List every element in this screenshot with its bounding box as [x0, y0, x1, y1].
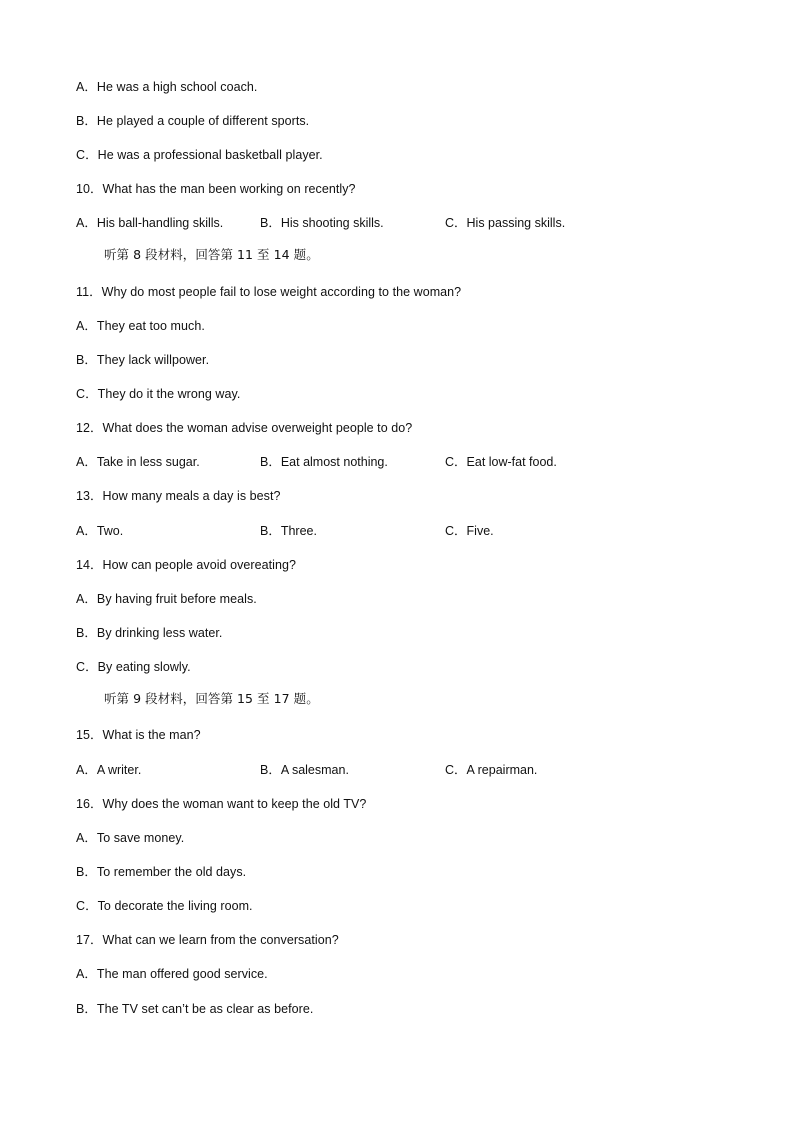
- q15-options: [76, 762, 716, 778]
- q15-option-b: B．A salesman.: [260, 763, 349, 777]
- q11-option-b: B．They lack willpower.: [76, 353, 210, 367]
- q16-option-b: B．To remember the old days.: [76, 865, 247, 879]
- q15-option-a: A．A writer.: [76, 763, 142, 777]
- q16-question: 16．Why does the woman want to keep the old TV?: [76, 797, 367, 811]
- q12-option-b: B．Eat almost nothing.: [260, 455, 388, 469]
- q12-option-c: C．Eat low-fat food.: [445, 455, 557, 469]
- q14-option-b: B．By drinking less water.: [76, 626, 223, 640]
- q11-option-a: A．They eat too much.: [76, 319, 205, 333]
- q15-option-c: C．A repairman.: [445, 763, 538, 777]
- q14-option-c: C．By eating slowly.: [76, 660, 191, 674]
- q16-option-a: A．To save money.: [76, 831, 185, 845]
- q10-option-b: B．His shooting skills.: [260, 216, 384, 230]
- q12-options: [76, 454, 716, 470]
- q14-question: 14．How can people avoid overeating?: [76, 558, 296, 572]
- q17-question: 17．What can we learn from the conversation?: [76, 933, 339, 947]
- q12-option-a: A．Take in less sugar.: [76, 455, 200, 469]
- q14-option-a: A．By having fruit before meals.: [76, 592, 257, 606]
- q17-option-b: B．The TV set can’t be as clear as before.: [76, 1002, 314, 1016]
- section-8-heading: 听第 8 段材料，回答第 11 至 14 题。: [104, 247, 319, 262]
- q10-option-c: C．His passing skills.: [445, 216, 566, 230]
- q13-option-a: A．Two.: [76, 524, 124, 538]
- q9-option-a: A．He was a high school coach.: [76, 80, 258, 94]
- q13-option-c: C．Five.: [445, 524, 494, 538]
- q17-option-a: A．The man offered good service.: [76, 967, 268, 981]
- q9-option-c: C．He was a professional basketball player.: [76, 148, 323, 162]
- q13-option-b: B．Three.: [260, 524, 317, 538]
- q13-question: 13．How many meals a day is best?: [76, 489, 281, 503]
- q16-option-c: C．To decorate the living room.: [76, 899, 253, 913]
- q10-options: [76, 215, 716, 231]
- q11-option-c: C．They do it the wrong way.: [76, 387, 241, 401]
- q12-question: 12．What does the woman advise overweight people to do?: [76, 421, 413, 435]
- q13-options: [76, 523, 716, 539]
- section-9-heading: 听第 9 段材料，回答第 15 至 17 题。: [104, 691, 319, 706]
- q10-question: 10．What has the man been working on recently?: [76, 182, 356, 196]
- q10-option-a: A．His ball-handling skills.: [76, 216, 224, 230]
- q11-question: 11．Why do most people fail to lose weight according to the woman?: [76, 285, 462, 299]
- q15-question: 15．What is the man?: [76, 728, 201, 742]
- q9-option-b: B．He played a couple of different sports.: [76, 114, 310, 128]
